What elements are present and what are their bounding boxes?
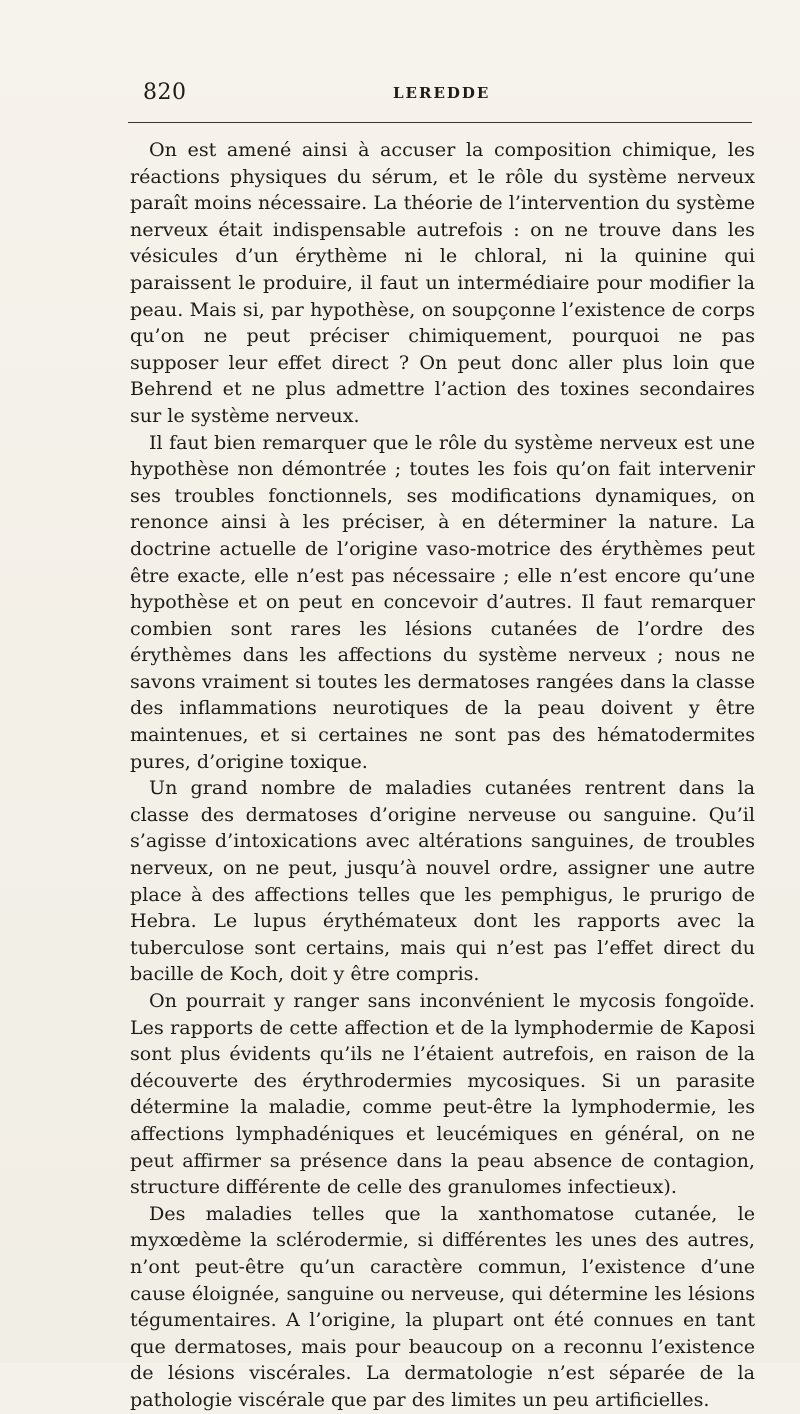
page-number: 820	[143, 80, 187, 105]
paragraph: Il faut bien remarquer que le rôle du système nerveux est une hypothèse non démontrée ; toutes les fois qu’on fait intervenir ses troubles fonctionnels, ses modifications dynamiques, on renonce ainsi à les préciser, à en déterminer la nature. La doctrine actuelle de l’origine vaso-motrice des érythèmes peut être exacte, elle n’est pas nécessaire ; elle n’est encore qu’une hypothèse et on peut en concevoir d’autres. Il faut remarquer combien sont rares les lésions cutanées de l’ordre des érythèmes dans les affections du système nerveux ; nous ne savons vraiment si toutes les dermatoses rangées dans la classe des inflammations neurotiques de la peau doivent y être maintenues, et si certaines ne sont pas des hématodermites pures, d’origine toxique.	[130, 430, 755, 773]
paragraph: On pourrait y ranger sans inconvénient le mycosis fongoïde. Les rapports de cette affection et de la lymphodermie de Kaposi sont plus évidents qu’ils ne l’étaient autrefois, en raison de la découverte des érythrodermies mycosiques. Si un parasite détermine la maladie, comme peut-être la lymphodermie, les affections lymphadéniques et leucémiques en général, on ne peut affirmer sa présence dans la peau absence de contagion, structure différente de celle des granulomes infectieux).	[130, 989, 755, 1199]
paragraph: Un grand nombre de maladies cutanées rentrent dans la classe des dermatoses d’origine nerveuse ou sanguine. Qu’il s’agisse d’intoxications avec altérations sanguines, de troubles nerveux, on ne peut, jusqu’à nouvel ordre, assigner une autre place à des affections telles que les pemphigus, le prurigo de Hebra. Le lupus érythémateux dont les rapports avec la tuberculose sont certains, mais qui n’est pas l’effet direct du bacille de Koch, doit y être compris.	[130, 776, 755, 986]
body-text	[130, 137, 755, 1414]
paragraph: On est amené ainsi à accuser la composition chimique, les réactions physiques du sérum, et le rôle du système nerveux paraît moins nécessaire. La théorie de l’intervention du système nerveux était indispensable autrefois : on ne trouve dans les vésicules d’un érythème ni le chloral, ni la quinine qui paraissent le produire, il faut un intermédiaire pour modifier la peau. Mais si, par hypothèse, on soupçonne l’existence de corps qu’on ne peut préciser chimiquement, pourquoi ne pas supposer leur effet direct ? On peut donc aller plus loin que Behrend et ne plus admettre l’action des toxines secondaires sur le système nerveux.	[130, 138, 755, 427]
running-head: LEREDDE	[393, 84, 491, 102]
page-header	[143, 80, 755, 110]
header-rule	[128, 122, 752, 123]
paragraph: Des maladies telles que la xanthomatose cutanée, le myxœdème la sclérodermie, si différentes les unes des autres, n’ont peut-être qu’un caractère commun, l’existence d’une cause éloignée, sanguine ou nerveuse, qui détermine les lésions tégumentaires. A l’origine, la plupart ont été connues en tant que dermatoses, mais pour beaucoup on a reconnu l’existence de lésions viscérales. La dermatologie n’est séparée de la pathologie viscérale que par des limites un peu artificielles.	[130, 1201, 755, 1411]
